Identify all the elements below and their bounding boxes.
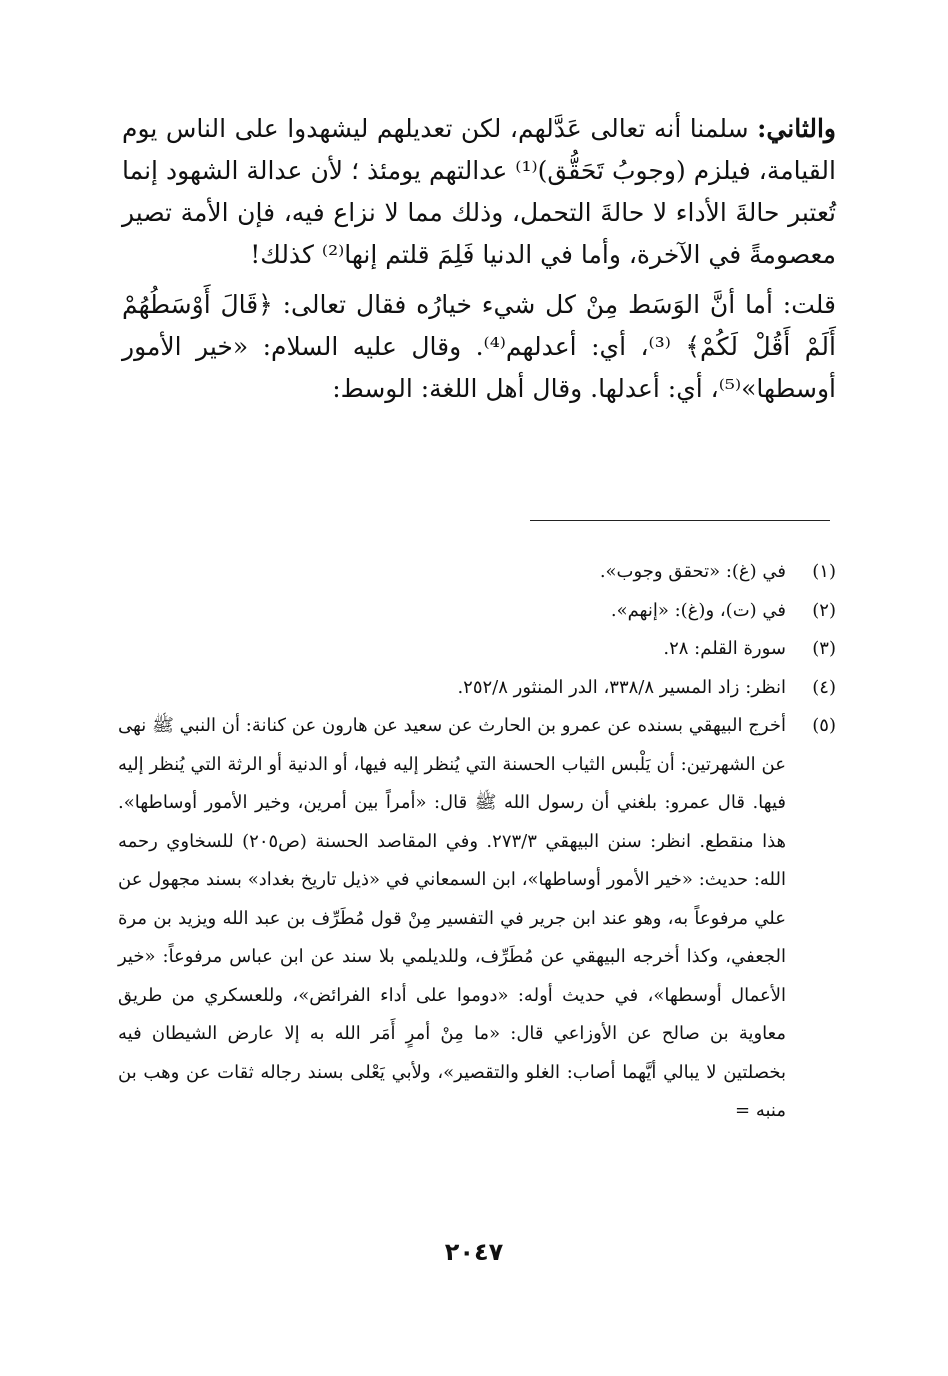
footnote-text: في (غ): «تحقق وجوب». [599, 561, 786, 582]
page-number: ٢٠٤٧ [444, 1238, 504, 1266]
footnote-3 [118, 630, 836, 669]
footnote-4 [118, 669, 836, 708]
paragraph-2: قلت: أما أنَّ الوَسَط مِنْ كل شيء خيارُه فقال تعالى: ﴿قَالَ أَوْسَطُهُمْ أَلَمْ أَقُلْ لَكُمْ﴾ ⁽³⁾، أي: أعدلهم⁽⁴⁾. وقال عليه السلام: «خير الأمور أوسطها»⁽⁵⁾، أي: أعدلها. وقال أهل اللغة: الوسط: [122, 290, 836, 403]
footnote-5 [118, 707, 836, 1131]
footnote-separator [530, 520, 830, 521]
paragraph-1 [122, 108, 836, 276]
footnote-text: في (ت)، و(غ): «إنهم». [610, 599, 786, 621]
paragraph-lead: والثاني: [757, 114, 836, 143]
footnote-number: (٤) [812, 676, 836, 698]
paragraph-1-text: سلمنا أنه تعالى عَدَّلهم، لكن تعديلهم ليشهدوا على الناس يوم القيامة، فيلزم (وجوبُ تَحَقُّق)⁽¹⁾ عدالتهم يومئذ ؛ لأن عدالة الشهود إنما تُعتبر حالةَ الأداء لا حالةَ التحمل، وذلك مما لا نزاع فيه، فإن الأمة تصير معصومةً في الآخرة، وأما في الدنيا فَلِمَ قلتم إنها⁽²⁾ كذلك! [122, 114, 836, 269]
footnote-number: (٣) [812, 638, 836, 659]
footnotes [118, 553, 836, 1131]
footnote-text: سورة القلم: ٢٨. [663, 638, 786, 659]
footnote-1 [118, 553, 836, 592]
footnote-text: أخرج البيهقي بسنده عن عمرو بن الحارث عن سعيد عن هارون عن كنانة: أن النبي ﷺ نهى عن الشهرتين: أن يَلْبس الثياب الحسنة التي يُنظر إليه فيها، أو الدنية أو الرثة التي يُنظر إليه فيها. قال عمرو: بلغني أن رسول الله ﷺ قال: «أمراً بين أمرين، وخير الأمور أوساطها». هذا منقطع. انظر: سنن البيهقي ٢٧٣/٣. وفي المقاصد الحسنة (ص٢٠٥) للسخاوي رحمه الله: حديث: «خير الأمور أوساطها»، ابن السمعاني في «ذيل تاريخ بغداد» بسند مجهول عن علي مرفوعاً به، وهو عند ابن جرير في التفسير مِنْ قول مُطَرِّف بن عبد الله ويزيد بن مرة الجعفي، وكذا أخرجه البيهقي عن مُطَرِّف، وللديلمي بلا سند عن ابن عباس مرفوعاً: «خير الأعمال أوسطها»، في حديث أوله: «دوموا على أداء الفرائض»، وللعسكري من طريق معاوية بن صالح عن الأوزاعي قال: «ما مِنْ أمرٍ أَمَر الله به إلا عارض الشيطان فيه بخصلتين لا يبالي أيَّهما أصاب: الغلو والتقصير»، ولأبي يَعْلى بسند رجاله ثقات عن وهب بن منبه = [118, 715, 787, 1121]
main-text [122, 108, 836, 410]
footnote-number: (٥) [812, 715, 836, 736]
footnote-number: (١) [812, 561, 836, 582]
footnote-text: انظر: زاد المسير ٣٣٨/٨، الدر المنثور ٢٥٢/٨. [457, 676, 786, 698]
footnote-number: (٢) [812, 599, 836, 621]
footnote-2 [118, 592, 836, 631]
